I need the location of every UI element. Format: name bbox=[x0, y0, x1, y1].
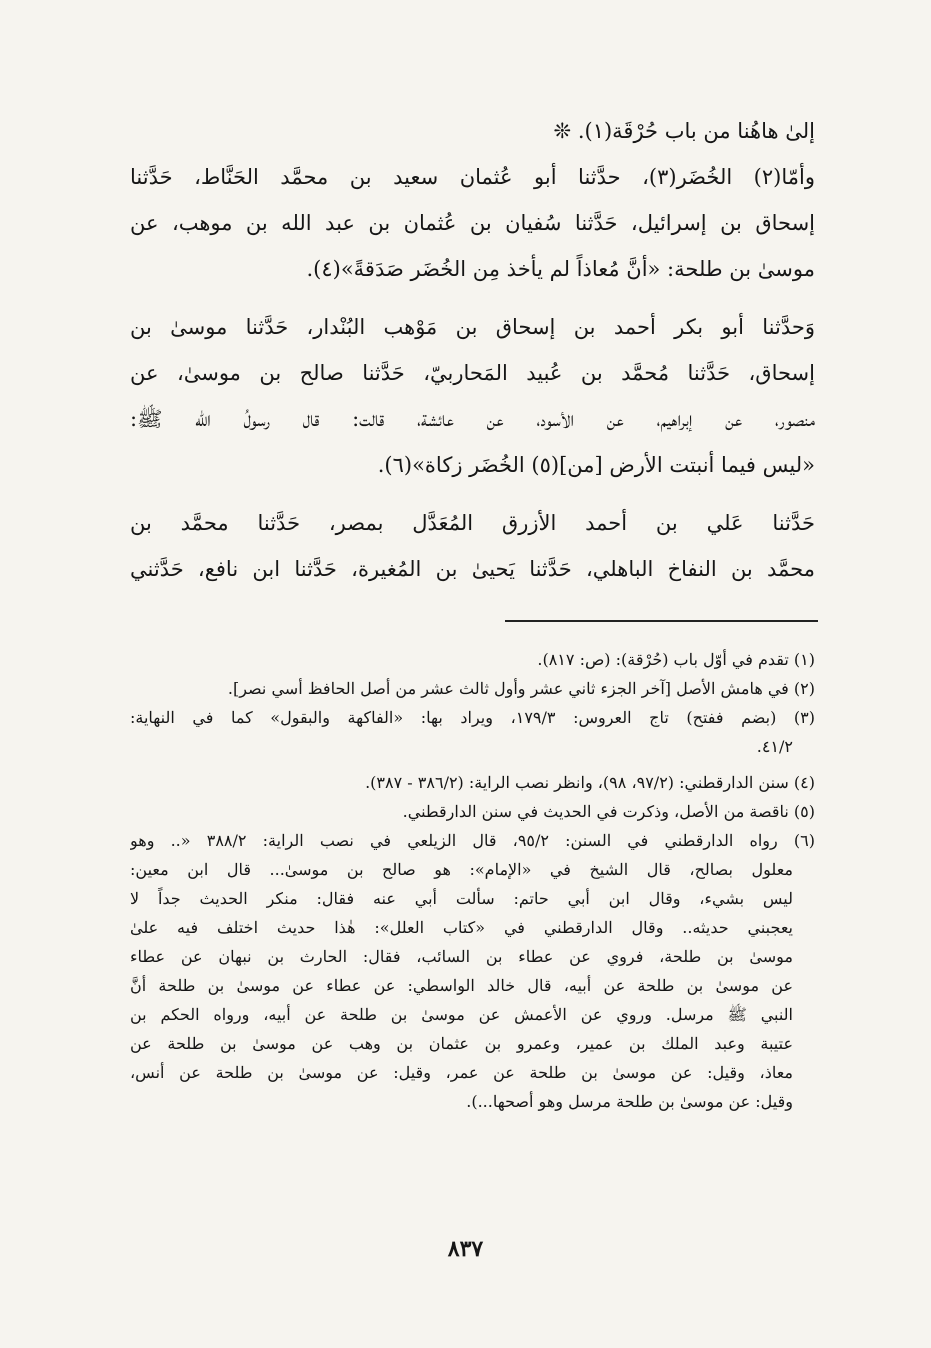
footnote-6 bbox=[130, 826, 815, 1116]
footnote-5 bbox=[130, 797, 815, 826]
footnote-line: وقيل: عن موسىٰ بن طلحة مرسل وهو أصحها...). bbox=[466, 1092, 793, 1111]
text-line: إسحاق، حَدَّثنا مُحمَّد بن عُبيد المَحاربيّ، حَدَّثنا صالح بن موسىٰ، عن bbox=[130, 361, 815, 385]
footnote-line: (٥) ناقصة من الأصل، وذكرت في الحديث في سنن الدارقطني. bbox=[402, 802, 815, 821]
footnote-line: (١) تقدم في أوّل باب (حُرْقة): (ص: ٨١٧). bbox=[537, 650, 815, 669]
footnote-line: معلول بصالح، قال الشيخ في «الإمام»: هو صالح بن موسىٰ... قال ابن معين: bbox=[130, 860, 793, 879]
footnote-3 bbox=[130, 703, 815, 761]
text-line: منصور، عن إبراهيم، عن الأسود، عن عائشة، قالت: قال رسولُ الله ﷺ: bbox=[130, 407, 815, 431]
paragraph-intro bbox=[130, 108, 815, 154]
footnote-4 bbox=[130, 768, 815, 797]
footnote-line: ليس بشيء، وقال ابن أبي حاتم: سألت أبي عنه فقال: منكر الحديث جداً لا bbox=[130, 889, 793, 908]
footnote-line: (٦) رواه الدارقطني في السنن: ٩٥/٢، قال الزيلعي في نصب الراية: ٣٨٨/٢ «.. وهو bbox=[130, 831, 815, 850]
text-line: وَحدَّثنا أبو بكر أحمد بن إسحاق بن مَوْهب البُنْدار، حَدَّثنا موسىٰ بن bbox=[130, 315, 815, 339]
footnote-divider bbox=[505, 620, 818, 622]
footnote-line: موسىٰ بن طلحة، فروي عن عطاء بن السائب، فقال: الحارث بن نبهان عن عطاء bbox=[130, 947, 793, 966]
footnote-line: (٤) سنن الدارقطني: (٩٧/٢، ٩٨)، وانظر نصب الراية: (٣٨٦/٢ - ٣٨٧). bbox=[365, 773, 815, 792]
text-line: إلىٰ هاهُنا من باب حُرْقَة(١). ❊ bbox=[553, 119, 815, 143]
text-line: إسحاق بن إسرائيل، حَدَّثنا سُفيان بن عُثمان بن عبد الله بن موهب، عن bbox=[130, 211, 815, 235]
footnote-line: (٢) في هامش الأصل [آخر الجزء ثاني عشر وأول ثالث عشر من أصل الحافظ أسي نصر]. bbox=[227, 679, 815, 698]
footnote-line: عتيبة وعبد الملك بن عمير، وعمرو بن عثمان بن وهب عن موسىٰ بن طلحة عن bbox=[130, 1034, 793, 1053]
text-line: موسىٰ بن طلحة: «أنَّ مُعاذاً لم يأخذ مِن الخُضَر صَدَقةً»(٤). bbox=[306, 257, 815, 281]
text-line: محمَّد بن النفاخ الباهلي، حَدَّثنا يَحيىٰ بن المُغيرة، حَدَّثنا ابن نافع، حَدَّثني bbox=[130, 557, 815, 581]
footnote-line: النبي ﷺ مرسل. وروي عن الأعمش عن موسىٰ بن طلحة عن أبيه، ورواه الحكم بن bbox=[130, 1005, 794, 1024]
main-text bbox=[130, 108, 815, 592]
footnote-line: عن موسىٰ بن طلحة عن أبيه، قال خالد الواسطي: عن عطاء عن موسىٰ بن طلحة أنَّ bbox=[130, 976, 794, 995]
footnote-line: ٤١/٢. bbox=[756, 737, 793, 756]
footnote-line: (٣) (بضم ففتح) تاج العروس: ١٧٩/٣، ويراد بها: «الفاكهة والبقول» كما في النهاية: bbox=[130, 708, 815, 727]
paragraph-aisha-hadith bbox=[130, 304, 815, 488]
text-line: «ليس فيما أنبتت الأرض [من](٥) الخُضَر زكاة»(٦). bbox=[377, 453, 815, 477]
text-line: حَدَّثنا عَلي بن أحمد الأزرق المُعَدَّل بمصر، حَدَّثنا محمَّد بن bbox=[130, 511, 815, 535]
page-number: ٨٣٧ bbox=[447, 1236, 484, 1262]
footnotes bbox=[130, 645, 815, 1116]
footnote-1 bbox=[130, 645, 815, 674]
footnote-line: معاذ، وقيل: عن موسىٰ بن طلحة عن عمر، وقيل: عن موسىٰ بن طلحة عن أنس، bbox=[130, 1063, 794, 1082]
paragraph-khudar bbox=[130, 154, 815, 292]
paragraph-ali-ibn-ahmad bbox=[130, 500, 815, 592]
footnote-2 bbox=[130, 674, 815, 703]
footnote-line: يعجبني حديثه.. وقال الدارقطني في «كتاب العلل»: هٰذا حديث اختلف فيه علىٰ bbox=[130, 918, 793, 937]
text-line: وأمّا(٢) الخُضَر(٣)، حدَّثنا أبو عُثمان سعيد بن محمَّد الحَنَّاط، حَدَّثنا bbox=[130, 165, 815, 189]
